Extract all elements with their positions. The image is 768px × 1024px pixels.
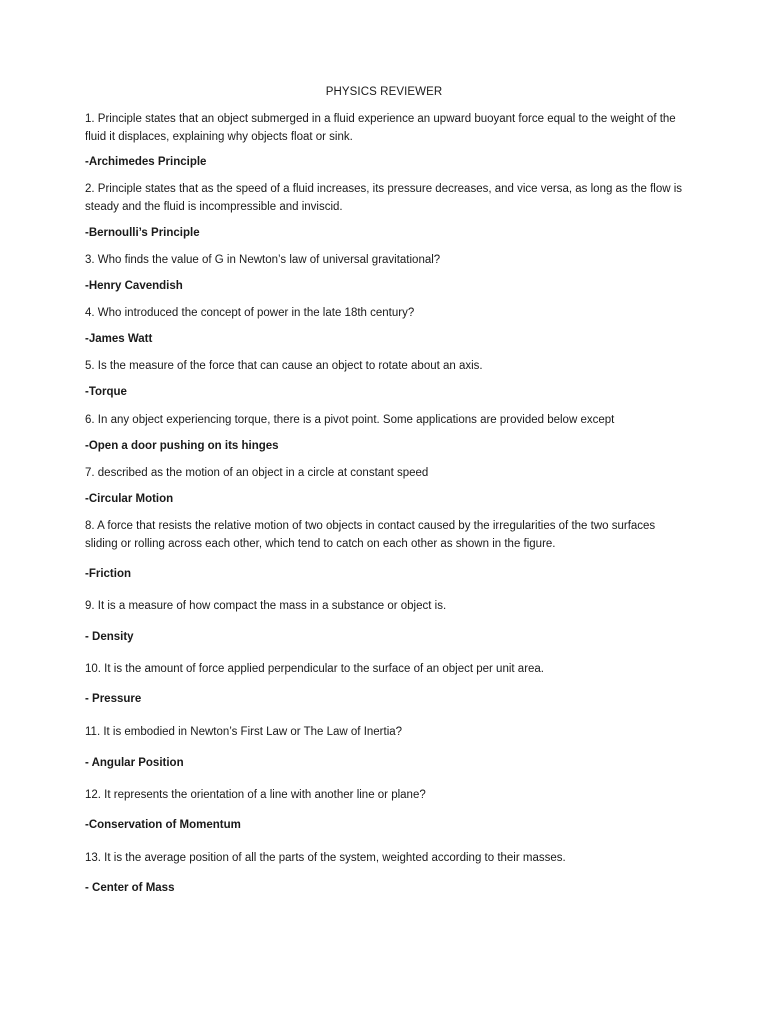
question-3: 3. Who finds the value of G in Newton’s law of universal gravitational? [85,254,441,266]
answer-12: -Conservation of Momentum [85,819,241,831]
question-13: 13. It is the average position of all the parts of the system, weighted according to their masses. [85,852,566,864]
question-12: 12. It represents the orientation of a line with another line or plane? [85,789,426,801]
answer-3: -Henry Cavendish [85,280,183,292]
answer-10: - Pressure [85,693,142,705]
question-6: 6. In any object experiencing torque, there is a pivot point. Some applications are provided below except [85,414,615,426]
question-5: 5. Is the measure of the force that can cause an object to rotate about an axis. [85,360,483,372]
question-9: 9. It is a measure of how compact the mass in a substance or object is. [85,600,447,612]
answer-1: -Archimedes Principle [85,156,207,168]
question-2: 2. Principle states that as the speed of a fluid increases, its pressure decreases, and vice versa, as long as the flow is steady and the fluid is incompressible and inviscid. [85,183,683,213]
question-10: 10. It is the amount of force applied perpendicular to the surface of an object per unit area. [85,663,545,675]
answer-13: - Center of Mass [85,882,175,894]
answer-9: - Density [85,631,134,643]
document-title: PHYSICS REVIEWER [325,86,443,98]
question-8: 8. A force that resists the relative motion of two objects in contact caused by the irregularities of the two surfaces sliding or rolling across each other, which tend to catch on each other as shown in the figure. [85,520,656,550]
question-11: 11. It is embodied in Newton’s First Law or The Law of Inertia? [85,726,403,738]
answer-5: -Torque [85,386,127,398]
answer-2: -Bernoulli’s Principle [85,227,200,239]
question-4: 4. Who introduced the concept of power in the late 18th century? [85,307,415,319]
question-7: 7. described as the motion of an object in a circle at constant speed [85,467,429,479]
answer-11: - Angular Position [85,757,184,769]
answer-6: -Open a door pushing on its hinges [85,440,279,452]
answer-7: -Circular Motion [85,493,174,505]
answer-8: -Friction [85,568,131,580]
answer-4: -James Watt [85,333,153,345]
question-1: 1. Principle states that an object submerged in a fluid experience an upward buoyant force equal to the weight of the fluid it displaces, explaining why objects float or sink. [85,113,676,143]
